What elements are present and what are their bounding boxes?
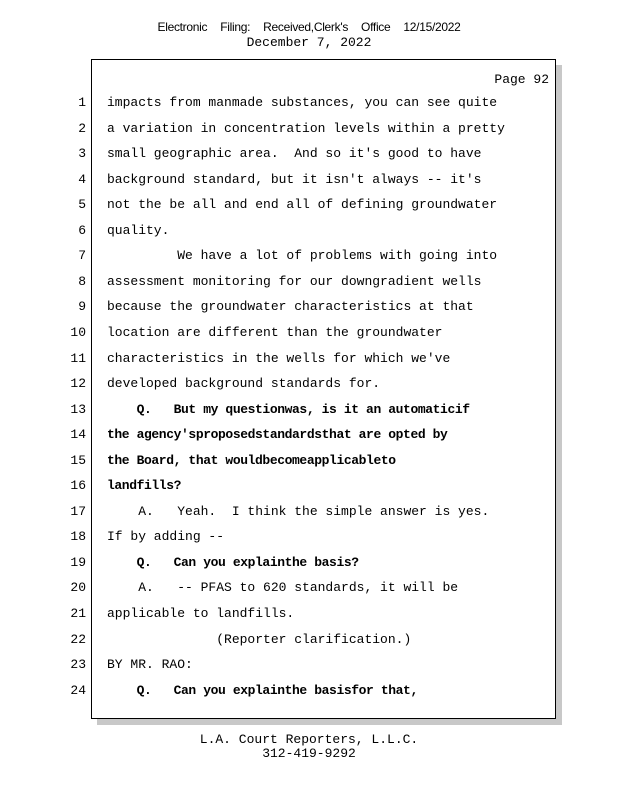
transcript-line: If by adding -- [107, 529, 225, 545]
line-number: 10 [70, 324, 86, 340]
transcript-line: applicable to landfills. [107, 606, 295, 621]
line-number: 24 [70, 682, 86, 698]
line-number: 4 [78, 171, 86, 187]
filing-stamp: Electronic Filing: Received,Clerk's Office 12/15/2022 [157, 20, 461, 34]
line-number: 21 [70, 606, 86, 621]
line-number: 2 [78, 120, 86, 136]
line-number: 7 [78, 248, 86, 264]
line-number: 12 [70, 376, 86, 392]
transcript-line: (Reporter clarification.) [107, 631, 412, 647]
footer-company: L.A. Court Reporters, L.L.C. [199, 732, 419, 747]
line-number: 13 [70, 401, 86, 417]
line-number: 23 [70, 657, 86, 673]
line-number: 11 [70, 350, 86, 366]
line-number: 14 [70, 427, 86, 443]
page-number: Page 92 [494, 72, 549, 87]
transcript-line: location are different than the groundwater [107, 324, 443, 340]
line-number: 22 [70, 631, 86, 647]
line-number: 9 [78, 299, 86, 315]
transcript-line: because the groundwater characteristics at that [107, 299, 474, 315]
transcript-line: developed background standards for. [107, 376, 381, 392]
transcript-line: characteristics in the wells for which we've [107, 350, 451, 366]
deposition-date: December 7, 2022 [246, 35, 372, 50]
transcript-line: A. Yeah. I think the simple answer is yes. [107, 503, 490, 519]
line-number: 16 [70, 478, 86, 494]
line-number: 15 [70, 452, 86, 468]
line-number: 5 [78, 197, 86, 213]
line-number: 19 [70, 554, 86, 570]
transcript-line: not the be all and end all of defining groundwater [107, 197, 498, 213]
transcript-line: assessment monitoring for our downgradient wells [107, 273, 482, 289]
transcript-line: Q. Can you explainthe basisfor that, [107, 682, 418, 698]
transcript-line: the Board, that wouldbecomeapplicableto [107, 452, 396, 468]
line-number: 1 [78, 95, 86, 110]
transcript-line: a variation in concentration levels within a pretty [107, 120, 505, 136]
line-number: 20 [70, 580, 86, 596]
transcript-line: We have a lot of problems with going into [107, 248, 498, 264]
transcript-line: background standard, but it isn't always -- it's [107, 171, 482, 187]
transcript-line: the agency'sproposedstandardsthat are opted by [107, 427, 448, 443]
line-number: 8 [78, 273, 86, 289]
transcript-line: Q. Can you explainthe basis? [107, 554, 359, 570]
line-number: 17 [70, 503, 86, 519]
footer-phone: 312-419-9292 [262, 746, 356, 761]
line-number: 18 [70, 529, 86, 545]
transcript-line: impacts from manmade substances, you can see quite [107, 95, 498, 110]
transcript-line: A. -- PFAS to 620 standards, it will be [107, 580, 459, 596]
transcript-line: Q. But my questionwas, is it an automaticif [107, 401, 470, 417]
transcript-line: small geographic area. And so it's good to have [107, 146, 482, 162]
line-number: 3 [78, 146, 86, 162]
transcript-line: landfills? [107, 478, 182, 494]
transcript-line: quality. [107, 222, 170, 238]
transcript-line: BY MR. RAO: [107, 657, 193, 673]
line-number: 6 [78, 222, 86, 238]
